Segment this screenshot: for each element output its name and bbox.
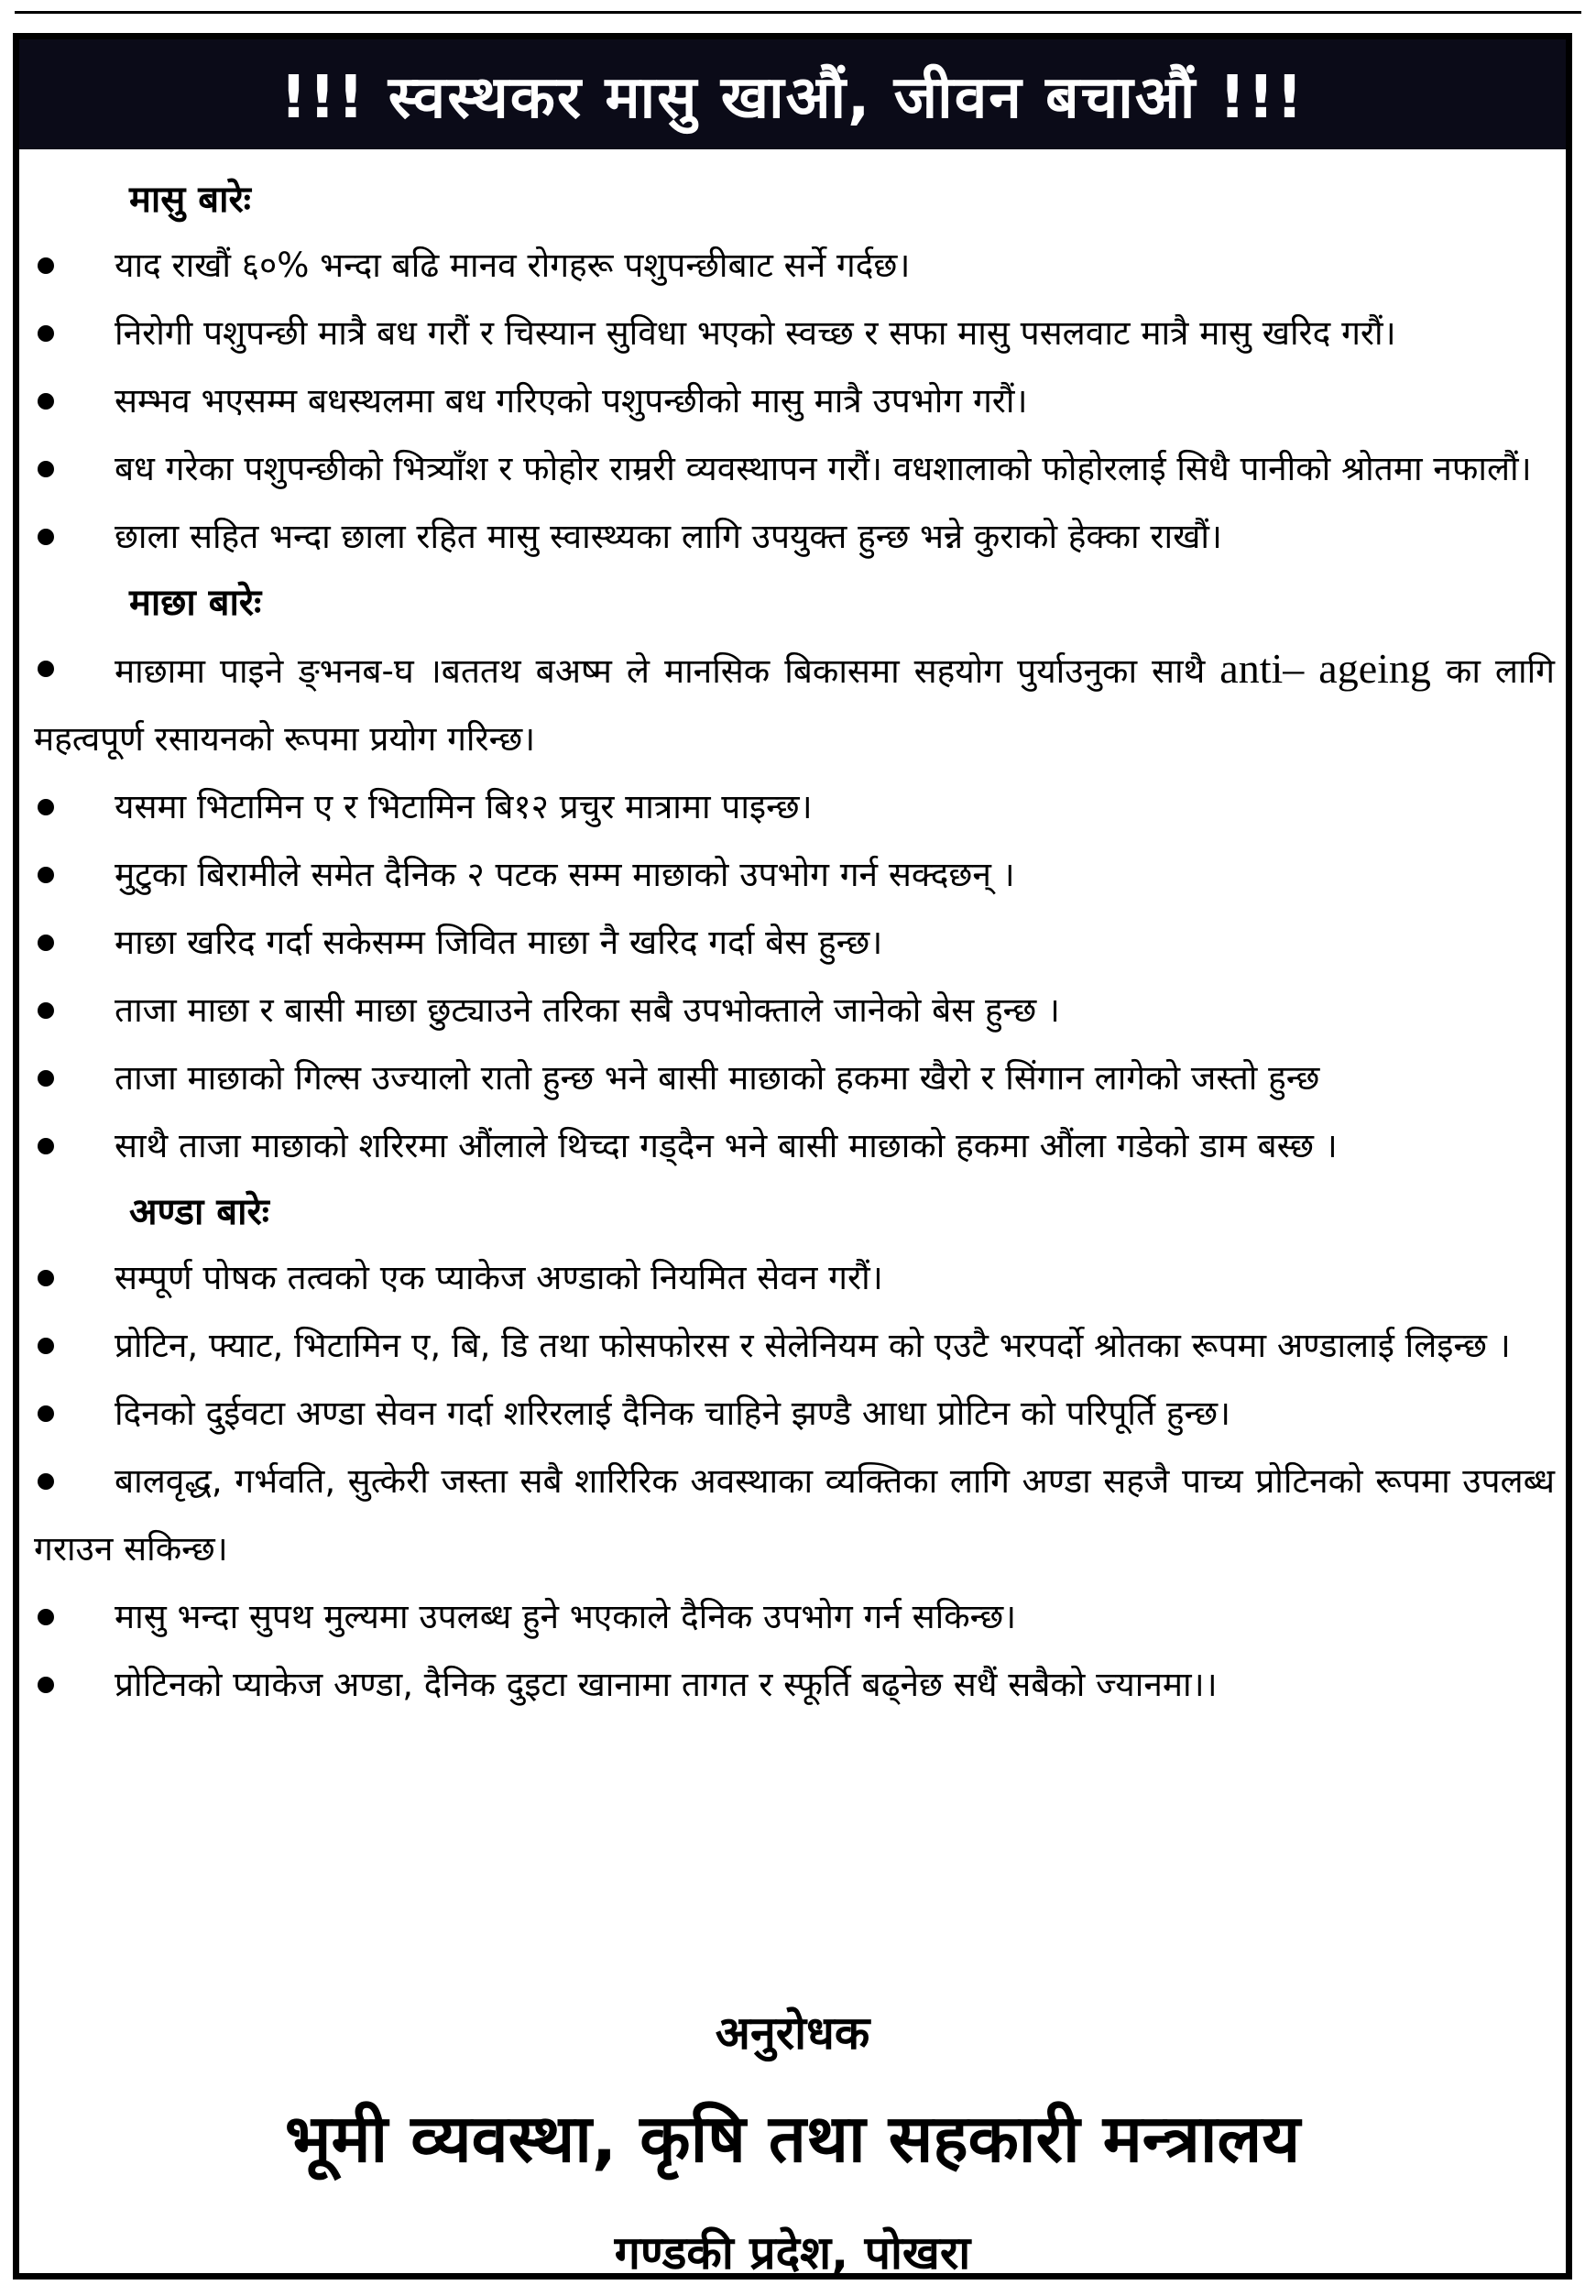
list-item: साथै ताजा माछाको शरिरमा औंलाले थिच्दा गड्दैन भने बासी माछाको हकमा औंला गडेको डाम बस्छ । <box>34 1112 1555 1180</box>
bullet-icon <box>38 393 54 410</box>
bullet-icon <box>38 529 54 545</box>
bullet-icon <box>38 1609 54 1625</box>
list-item: ताजा माछाको गिल्स उज्यालो रातो हुन्छ भने बासी माछाको हकमा खैरो र सिंगान लागेको जस्तो हुन्छ <box>34 1044 1555 1112</box>
bullet-icon <box>38 325 54 342</box>
list-item: मासु भन्दा सुपथ मुल्यमा उपलब्ध हुने भएकाले दैनिक उपभोग गर्न सकिन्छ। <box>34 1583 1555 1651</box>
list-item: याद राखौं ६०% भन्दा बढि मानव रोगहरू पशुपन्छीबाट सर्ने गर्दछ। <box>34 232 1555 300</box>
list-item: सम्भव भएसम्म बधस्थलमा बध गरिएको पशुपन्छीको मासु मात्रै उपभोग गरौं। <box>34 367 1555 435</box>
list-item: मुटुका बिरामीले समेत दैनिक २ पटक सम्म माछाको उपभोग गर्न सक्दछन् । <box>34 841 1555 909</box>
bullet-icon <box>38 1070 54 1087</box>
bullet-icon <box>38 461 54 477</box>
list-item: यसमा भिटामिन ए र भिटामिन बि१२ प्रचुर मात्रामा पाइन्छ। <box>34 773 1555 841</box>
list-item: दिनको दुईवटा अण्डा सेवन गर्दा शरिरलाई दैनिक चाहिने झण्डै आधा प्रोटिन को परिपूर्ति हुन्छ। <box>34 1380 1555 1448</box>
bullet-icon <box>38 257 54 274</box>
bullet-icon <box>38 799 54 815</box>
section-title-egg: अण्डा बारेः <box>129 1191 269 1233</box>
list-item: छाला सहित भन्दा छाला रहित मासु स्वास्थ्यका लागि उपयुक्त हुन्छ भन्ने कुराको हेक्का राखौं। <box>34 503 1555 571</box>
list-item: बध गरेका पशुपन्छीको भित्र्याँश र फोहोर राम्ररी व्यवस्थापन गरौं। वधशालाको फोहोरलाई सिधै पानीको श्रोतमा नफालौं। <box>34 435 1555 503</box>
bullet-icon <box>38 661 54 677</box>
section-title-fish: माछा बारेः <box>129 582 262 624</box>
bullet-icon <box>38 1473 54 1490</box>
list-item: माछामा पाइने ङ्भनब-घ ।बततथ बअष्म ले मानसिक बिकासमा सहयोग पुर्याउनुका साथै anti– ageing का लागि महत्वपूर्ण रसायनको रूपमा प्रयोग गरिन्छ। <box>34 645 1555 759</box>
bullet-icon <box>38 1338 54 1354</box>
list-item: ताजा माछा र बासी माछा छुट्याउने तरिका सबै उपभोक्ताले जानेको बेस हुन्छ । <box>34 977 1555 1044</box>
top-rule <box>15 11 1581 14</box>
list-item: प्रोटिन, फ्याट, भिटामिन ए, बि, डि तथा फोसफोरस र सेलेनियम को एउटै भरपर्दो श्रोतका रूपमा अण्डालाई लिइन्छ । <box>34 1312 1555 1380</box>
list-item: निरोगी पशुपन्छी मात्रै बध गरौं र चिस्यान सुविधा भएको स्वच्छ र सफा मासु पसलवाट मात्रै मासु खरिद गरौं। <box>34 300 1555 367</box>
bullet-icon <box>38 935 54 951</box>
poster-frame <box>13 33 1572 2280</box>
list-item: माछा खरिद गर्दा सकेसम्म जिवित माछा नै खरिद गर्दा बेस हुन्छ। <box>34 909 1555 977</box>
banner <box>19 39 1566 149</box>
bullet-icon <box>38 1002 54 1019</box>
bullet-icon <box>38 1138 54 1154</box>
requester-label: अनुरोधक <box>715 2006 870 2060</box>
ministry-name: भूमी व्यवस्था, कृषि तथा सहकारी मन्त्रालय <box>284 2100 1301 2177</box>
list-item: सम्पूर्ण पोषक तत्वको एक प्याकेज अण्डाको नियमित सेवन गरौं। <box>34 1244 1555 1312</box>
bullet-icon <box>38 867 54 883</box>
bullet-icon <box>38 1270 54 1286</box>
banner-title: !!! स्वस्थकर मासु खाऔं, जीवन बचाऔं !!! <box>279 63 1306 132</box>
poster-content <box>34 168 1555 1719</box>
list-item: प्रोटिनको प्याकेज अण्डा, दैनिक दुइटा खानामा तागत र स्फूर्ति बढ्नेछ सधैं सबैको ज्यानमा।। <box>34 1651 1555 1719</box>
list-item: बालवृद्ध, गर्भवति, सुत्केरी जस्ता सबै शारिरिक अवस्थाका व्यक्तिका लागि अण्डा सहजै पाच्य प्रोटिनको रूपमा उपलब्ध गराउन सकिन्छ। <box>34 1461 1555 1569</box>
bullet-icon <box>38 1677 54 1693</box>
bullet-icon <box>38 1405 54 1422</box>
section-title-meat: मासु बारेः <box>129 179 251 221</box>
ministry-address: गण्डकी प्रदेश, पोखरा <box>614 2226 971 2280</box>
